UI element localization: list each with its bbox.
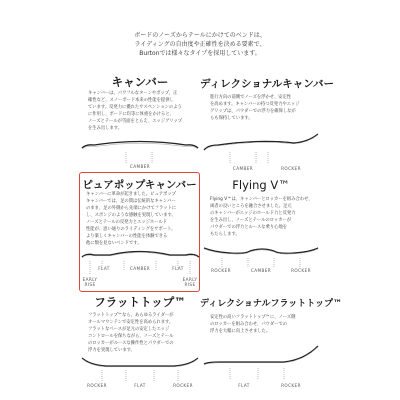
early-rise-label: EARLY RISE	[182, 277, 198, 287]
flying-v-title: Flying V™	[232, 178, 290, 192]
pure-pop-camber-card	[79, 172, 200, 292]
camber-label: CAMBER	[129, 266, 151, 271]
rocker-label: ROCKER	[211, 268, 231, 273]
directional-flat-top-card	[200, 292, 343, 400]
camber-label: CAMBER	[250, 268, 272, 273]
camber-label: CAMBER	[129, 164, 151, 169]
directional-flat-top-profile-diagram	[200, 342, 322, 382]
intro-text	[0, 31, 400, 58]
intro-line: ボードのノーズからテールにかけてのベンドは、	[134, 32, 266, 39]
rocker-label: ROCKER	[173, 383, 193, 388]
intro-line: ライディングの自由度や正確性を決める要素で、	[134, 41, 266, 48]
pure-pop-camber-title: ピュアポップキャンバー	[82, 179, 197, 191]
camber-label: CAMBER	[232, 166, 254, 171]
flying-v-card	[200, 172, 322, 288]
directional-camber-profile-diagram	[200, 130, 322, 170]
rocker-label: ROCKER	[291, 268, 311, 273]
directional-camber-card	[200, 70, 334, 172]
rocker-label: ROCKER	[281, 166, 301, 171]
flat-top-description: フラットトップ™なら、あらゆるライダーが オールマウンテンで安定性を高められます。 フラットなベースが足元の安定したエッジ コントロールを保ちながら、ノーズとテール のロッカーがルースな操作性とパウダーでの 浮力を実現しています。	[88, 313, 174, 353]
intro-line: Burtonでは様々なタイプを採用しています。	[139, 50, 261, 57]
flat-top-title: フラットトップ™	[94, 295, 186, 309]
directional-flat-top-description: 安定性の高いフラットトップ™に、ノーズ側 のロッカーを組み合わせ、パウダーでの 浮力を大幅に向上させました。	[210, 315, 296, 334]
directional-camber-description: 進行方向の前側でノーズを浮かせ、安定性 を高めます。キャンバーの持つ反発力やエッジ グリップは、パウダーでの浮力を確保しなが らも保持しています。	[210, 95, 300, 121]
camber-title: キャンバー	[111, 75, 169, 89]
flat-label: FLAT	[134, 383, 146, 388]
flat-label: FLAT	[238, 383, 250, 388]
rocker-label: ROCKER	[281, 383, 301, 388]
camber-card	[80, 70, 200, 172]
flat-label: FLAT	[172, 266, 184, 271]
directional-flat-top-title: ディレクショナルフラットトップ™	[200, 299, 343, 309]
early-rise-label: EARLY RISE	[82, 277, 98, 287]
directional-camber-title: ディレクショナルキャンバー	[200, 78, 334, 90]
flying-v-description: Flying V™は、キャンバーとロッカーを組み合わせ、 両者の良いところを融合させました。足元 のキャンバーがエッジのホールド力と反発力 を生み出し、ノーズとテールのロッカーが パウダーでの浮力とルースな乗り心地を もたらします。	[210, 197, 313, 237]
flat-top-profile-diagram	[80, 348, 200, 388]
pure-pop-camber-description: キャンバーに革命が起きました。ピュアポップ キャンバーでは、足の間は伝統的なキャンバー のまま、足の外側から先端にかけてフラットに し、スポンジのような感触を実現しています。 ノーズとテールの反発力とエッジホールド 性能が、思い通りのライディングをサポート。 より楽しくキャンバーの性能を体験できる 他に類を見ないベンドです。	[86, 192, 177, 246]
rocker-label: ROCKER	[87, 383, 107, 388]
flat-label: FLAT	[98, 266, 110, 271]
camber-description: キャンバーは、パワフルなターンやポップ、正 確性など、スノーボード本来の性能を提供し ています。反発力に優れたサスペンションのよう に作用し、ボードに均等に体重をかけると、 ノーズとテールが雪面をとらえ、エッジグリップ を生み出します。	[88, 91, 183, 131]
flat-top-card	[80, 292, 200, 400]
